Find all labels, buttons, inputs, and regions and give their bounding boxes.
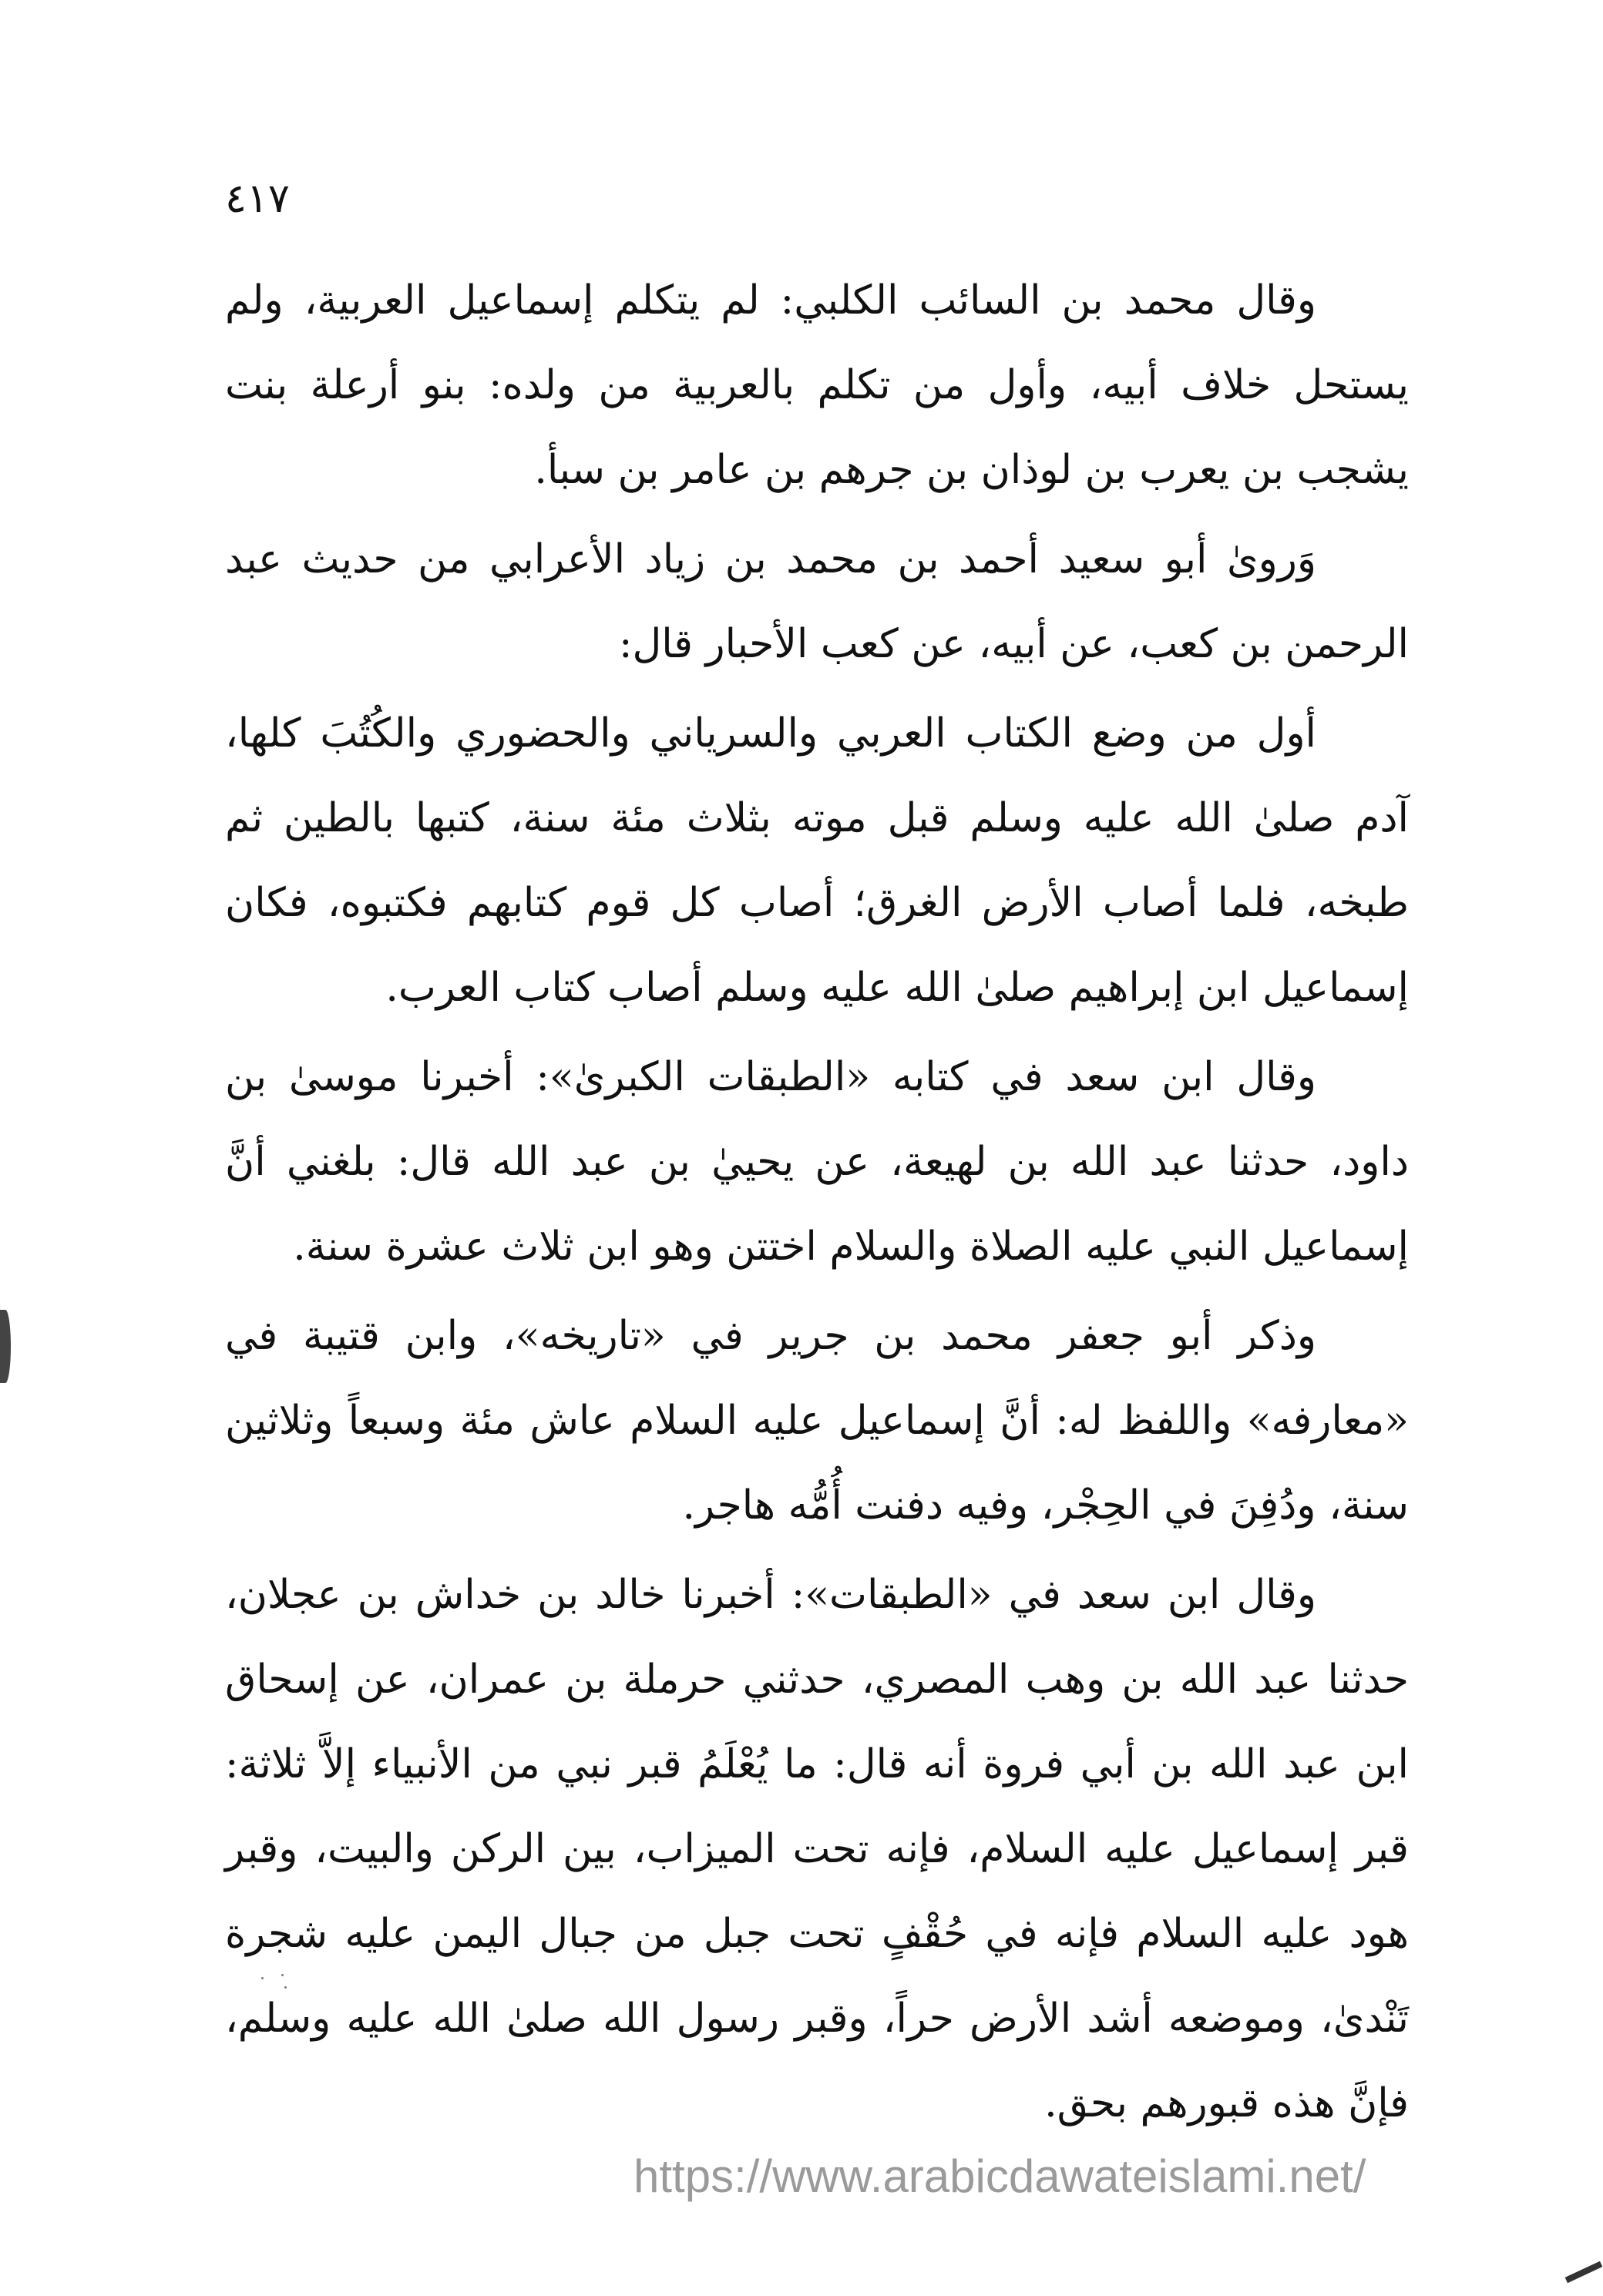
page-body (225, 258, 1409, 2150)
paragraph-ibn-saad-tabaqat-kubra: وقال ابن سعد في كتابه «الطبقات الكبرىٰ»: أخبرنا موسىٰ بن داود، حدثنا عبد الله بن لهيعة، عن يحييٰ بن عبد الله قال: بلغني أنَّ إسماعيل النبي عليه الصلاة والسلام اختتن وهو ابن ثلاث عشرة سنة. (225, 1054, 1409, 1270)
paragraph-ibn-saad-graves: وقال ابن سعد في «الطبقات»: أخبرنا خالد بن خداش بن عجلان، حدثنا عبد الله بن وهب المصري، حدثني حرملة بن عمران، عن إسحاق ابن عبد الله بن أبي فروة أنه قال: ما يُعْلَمُ قبر نبي من الأنبياء إلاَّ ثلاثة: قبر إسماعيل عليه السلام، فإنه تحت الميزاب، بين الركن والبيت، وقبر هود عليه السلام فإنه في حُقْفٍ تحت جبل من جبال اليمن عليه شجرة تَنْدىٰ، وموضعه أشد الأرض حراً، وقبر رسول الله صلىٰ الله عليه وسلم، فإنَّ هذه قبورهم بحق. (225, 1572, 1409, 2126)
website-url: https://www.arabicdawateislami.net/ (633, 2150, 1366, 2202)
scan-speckles (258, 1972, 297, 1996)
scan-corner-mark (1565, 2261, 1603, 2283)
paragraph-first-writing: أول من وضع الكتاب العربي والسرياني والحضوري والكُتُبَ كلها، آدم صلىٰ الله عليه وسلم قبل موته بثلاث مئة سنة، كتبها بالطين ثم طبخه، فلما أصاب الأرض الغرق؛ أصاب كل قوم كتابهم فكتبوه، فكان إسماعيل ابن إبراهيم صلىٰ الله عليه وسلم أصاب كتاب العرب. (225, 710, 1409, 1011)
page-number: ٤١٧ (225, 176, 290, 222)
scan-edge-mark (0, 1310, 11, 1383)
paragraph-abu-said: وَروىٰ أبو سعيد أحمد بن محمد بن زياد الأعرابي من حديث عبد الرحمن بن كعب، عن أبيه، عن كعب الأحبار قال: (225, 536, 1409, 667)
paragraph-ibn-jarir: وذكر أبو جعفر محمد بن جرير في «تاريخه»، وابن قتيبة في «معارفه» واللفظ له: أنَّ إسماعيل عليه السلام عاش مئة وسبعاً وثلاثين سنة، ودُفِنَ في الحِجْر، وفيه دفنت أُمُّه هاجر. (225, 1313, 1409, 1529)
paragraph-kalbi: وقال محمد بن السائب الكلبي: لم يتكلم إسماعيل العربية، ولم يستحل خلاف أبيه، وأول من تكلم بالعربية من ولده: بنو أرعلة بنت يشجب بن يعرب بن لوذان بن جرهم بن عامر بن سبأ. (225, 277, 1409, 493)
